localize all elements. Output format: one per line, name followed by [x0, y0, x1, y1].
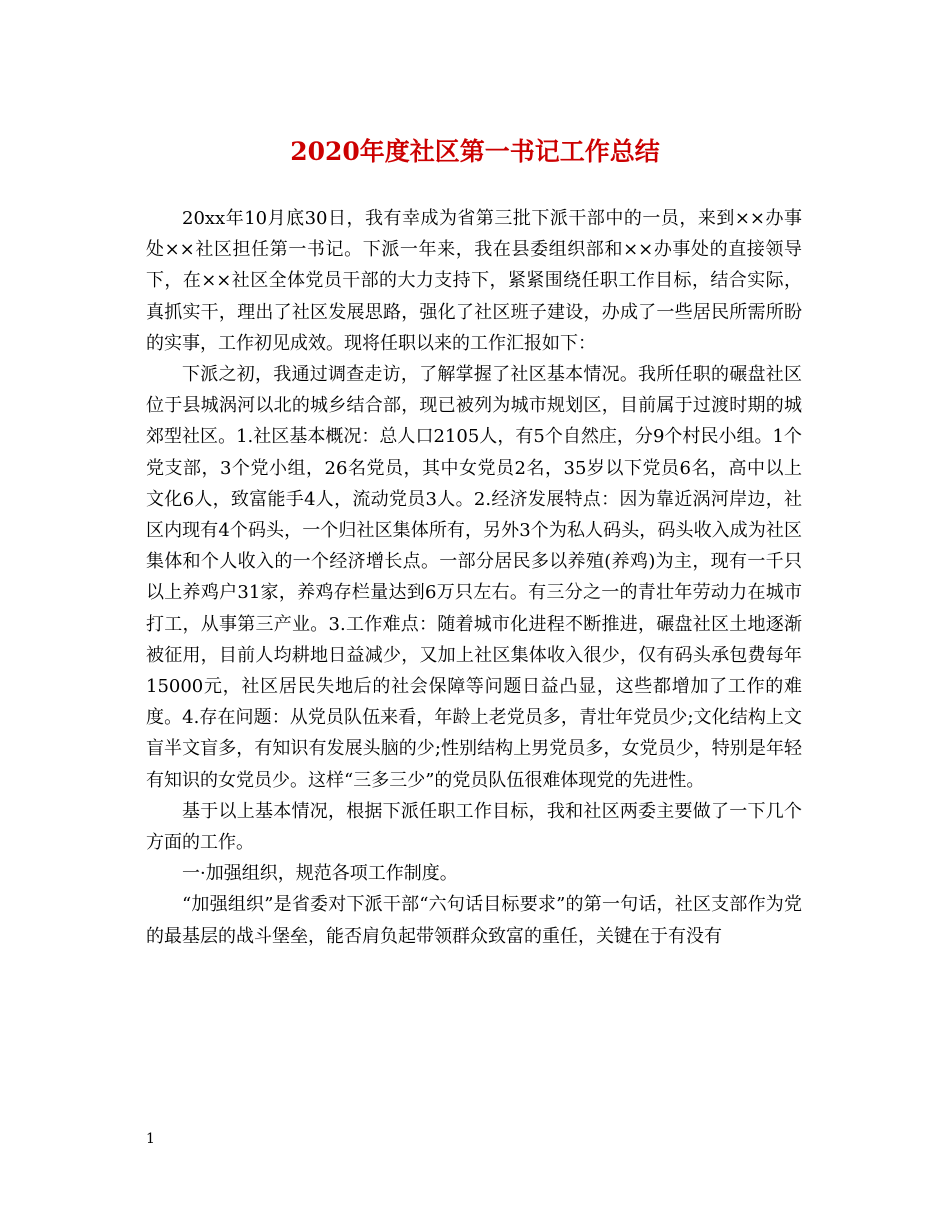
- document-body: [146, 203, 802, 952]
- paragraph-intro: 20xx年10月底30日，我有幸成为省第三批下派干部中的一员，来到××办事处××社区担任第一书记。下派一年来，我在县委组织部和××办事处的直接领导下，在××社区全体党员干部的大力支持下，紧紧围绕任职工作目标，结合实际，真抓实干，理出了社区发展思路，强化了社区班子建设，办成了一些居民所需所盼的实事，工作初见成效。现将任职以来的工作汇报如下：: [146, 208, 802, 354]
- paragraph-organization: “加强组织”是省委对下派干部“六句话目标要求”的第一句话，社区支部作为党的最基层的战斗堡垒，能否肩负起带领群众致富的重任，关键在于有没有: [146, 894, 802, 947]
- paragraph-community-overview: 下派之初，我通过调查走访，了解掌握了社区基本情况。我所任职的碾盘社区位于县城涡河以北的城乡结合部，现已被列为城市规划区，目前属于过渡时期的城郊型社区。1.社区基本概况：总人口2105人，有5个自然庄，分9个村民小组。1个党支部，3个党小组，26名党员，其中女党员2名，35岁以下党员6名，高中以上文化6人，致富能手4人，流动党员3人。2.经济发展特点：因为靠近涡河岸边，社区内现有4个码头，一个归社区集体所有，另外3个为私人码头，码头收入成为社区集体和个人收入的一个经济增长点。一部分居民多以养殖(养鸡)为主，现有一千只以上养鸡户31家，养鸡存栏量达到6万只左右。有三分之一的青壮年劳动力在城市打工，从事第三产业。3.工作难点：随着城市化进程不断推进，碾盘社区土地逐渐被征用，目前人均耕地日益减少，又加上社区集体收入很少，仅有码头承包费每年15000元，社区居民失地后的社会保障等问题日益凸显，这些都增加了工作的难度。4.存在问题：从党员队伍来看，年龄上老党员多，青壮年党员少;文化结构上文盲半文盲多，有知识有发展头脑的少;性别结构上男党员多，女党员少，特别是年轻有知识的女党员少。这样“三多三少”的党员队伍很难体现党的先进性。: [146, 364, 802, 791]
- paragraph-work-basis: 基于以上基本情况，根据下派任职工作目标，我和社区两委主要做了一下几个方面的工作。: [146, 800, 802, 854]
- document-title: 2020年度社区第一书记工作总结: [290, 137, 660, 166]
- page-number: 1: [146, 1131, 155, 1147]
- section-heading-1: 一·加强组织，规范各项工作制度。: [182, 863, 458, 885]
